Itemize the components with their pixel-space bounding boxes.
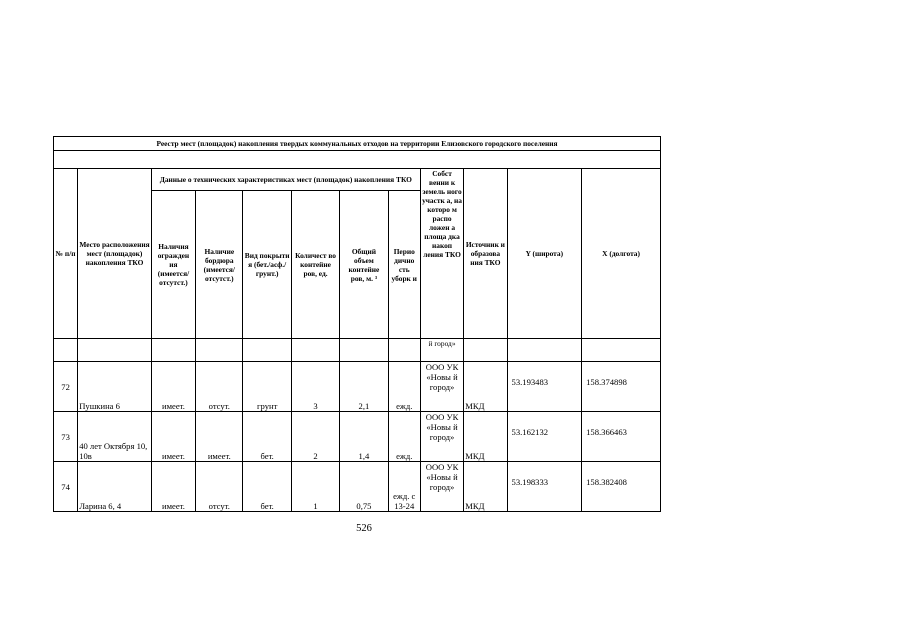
page-number: 526 [356,523,372,534]
row-lat: 53.162132 [507,412,582,462]
table-row [54,362,661,412]
header-owner: Собст венни к земель ного участк а, на которо м распо ложен а площа дка накоп ления ТКО [420,169,463,339]
row-lon: 158.366463 [582,412,661,462]
row-frequency: ежд. с 13-24 [388,462,420,512]
row-location: Ларина 6, 4 [78,462,152,512]
row-frequency: ежд. [388,412,420,462]
row-surface: бет. [243,462,291,512]
row-lat: 53.193483 [507,362,582,412]
table-row [54,462,661,512]
header-source: Источник и образова ния ТКО [464,169,507,339]
row-source: МКД [464,462,507,512]
carry-over-row [54,339,661,362]
row-owner: ООО УК «Новы й город» [420,362,463,412]
header-location: Место расположения мест (площадок) накопления ТКО [78,169,152,339]
row-num: 73 [54,412,78,462]
carry-over-owner: й город» [420,339,463,362]
registry-table [53,136,661,512]
header-volume: Общий объем контейне ров, м. ³ [340,191,388,339]
row-lon: 158.382408 [582,462,661,512]
header-containers-count: Количест во контейне ров, ед. [291,191,339,339]
row-num: 74 [54,462,78,512]
row-num: 72 [54,362,78,412]
blank-row [54,151,661,169]
row-surface: грунт [243,362,291,412]
row-location: 40 лет Октября 10, 10в [78,412,152,462]
row-owner: ООО УК «Новы й город» [420,412,463,462]
row-surface: бет. [243,412,291,462]
row-fence: имеет. [151,362,195,412]
row-volume: 0,75 [340,462,388,512]
row-curb: отсут. [196,362,243,412]
row-lat: 53.198333 [507,462,582,512]
row-volume: 1,4 [340,412,388,462]
header-num: № п/п [54,169,78,339]
row-source: МКД [464,412,507,462]
row-fence: имеет. [151,412,195,462]
row-location: Пушкина 6 [78,362,152,412]
header-tech-group: Данные о технических характеристиках мест (площадок) накопления ТКО [151,169,420,191]
row-fence: имеет. [151,462,195,512]
row-volume: 2,1 [340,362,388,412]
header-curb: Наличие бордюра (имеется/ отсутст.) [196,191,243,339]
table-title: Реестр мест (площадок) накопления твердых коммунальных отходов на территории Елизовского городского поселения [54,137,661,151]
row-curb: отсут. [196,462,243,512]
row-count: 2 [291,412,339,462]
table-row [54,412,661,462]
header-lat: Y (широта) [507,169,582,339]
row-count: 3 [291,362,339,412]
header-frequency: Перио дично сть уборк и [388,191,420,339]
row-lon: 158.374898 [582,362,661,412]
row-count: 1 [291,462,339,512]
row-owner: ООО УК «Новы й город» [420,462,463,512]
row-frequency: ежд. [388,362,420,412]
row-curb: имеет. [196,412,243,462]
header-lon: X (долгота) [582,169,661,339]
row-source: МКД [464,362,507,412]
header-surface: Вид покрыти я (бет./асф./ грунт.) [243,191,291,339]
header-fence: Наличия огражден ия (имеется/ отсутст.) [151,191,195,339]
